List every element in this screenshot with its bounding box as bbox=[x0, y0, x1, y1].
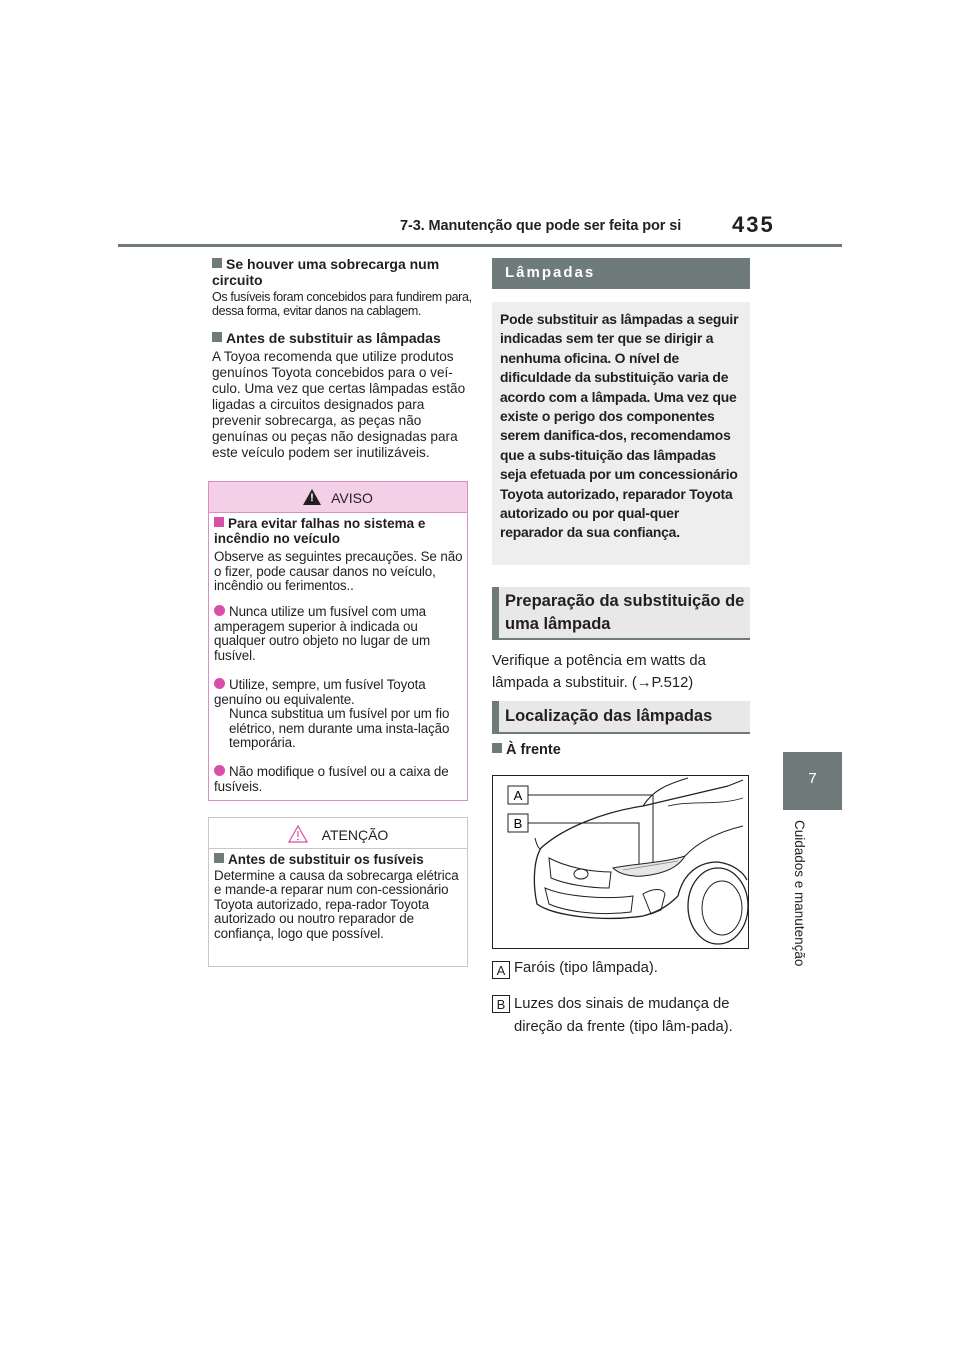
aviso-bullet-2 bbox=[214, 678, 464, 751]
square-bullet-icon bbox=[212, 258, 222, 268]
page-number: 435 bbox=[732, 212, 775, 237]
caption-a-label: A bbox=[492, 961, 510, 979]
aviso-subtitle: Para evitar falhas no sistema e incêndio no veículo bbox=[214, 516, 426, 546]
header-rule bbox=[118, 244, 842, 247]
aviso-bullet-1 bbox=[214, 605, 464, 663]
overload-text: Os fusíveis foram concebidos para fundirem para, dessa forma, evitar danos na cablagem. bbox=[212, 290, 472, 318]
car-front-figure bbox=[492, 775, 749, 949]
localizacao-title: Localização das lâmpadas bbox=[505, 707, 713, 725]
atencao-box bbox=[208, 817, 468, 967]
aviso-subtitle-row bbox=[214, 517, 464, 594]
caption-a-text: Faróis (tipo lâmpada). bbox=[514, 960, 658, 976]
dot-bullet-icon bbox=[214, 678, 225, 689]
warning-icon bbox=[303, 489, 321, 505]
lampadas-title: Lâmpadas bbox=[505, 264, 596, 281]
before-title: Antes de substituir as lâmpadas bbox=[226, 330, 441, 346]
preparacao-title: Preparação da substituição de uma lâmpada bbox=[505, 592, 745, 633]
square-bullet-icon bbox=[214, 517, 224, 527]
aviso-intro: Observe as seguintes precauções. Se não o fizer, pode causar danos no veículo, incêndio ou ferimentos.. bbox=[214, 549, 463, 593]
caption-b-label: B bbox=[492, 995, 510, 1013]
dot-bullet-icon bbox=[214, 765, 225, 776]
figure-label-b: B bbox=[513, 816, 523, 831]
square-bullet-icon bbox=[212, 332, 222, 342]
before-text: A Toyoa recomenda que utilize produtos genuínos Toyota concebidos para o veí-culo. Uma vez que certas lâmpadas estão ligadas a circuitos designados para prevenir sobrecarga, as peças não genuínas ou peças não designadas para este veículo podem ser inutilizáveis. bbox=[212, 349, 466, 460]
atencao-title-row bbox=[209, 825, 467, 843]
caption-b-text: Luzes dos sinais de mudança de direção da frente (tipo lâm-pada). bbox=[514, 996, 733, 1035]
front-title: À frente bbox=[506, 742, 561, 758]
aviso-bullet-2-text: Utilize, sempre, um fusível Toyota genuíno ou equivalente. bbox=[214, 677, 426, 707]
figure-label-a: A bbox=[513, 788, 523, 803]
atencao-text: Determine a causa da sobrecarga elétrica e mande-a reparar num con-cessionário Toyota autorizado, repa-rador Toyota autorizado ou noutro reparador de confiança, logo que possível. bbox=[214, 867, 459, 941]
aviso-bullet-1-text: Nunca utilize um fusível com uma amperagem superior à indicada ou qualquer outro objeto no lugar de um fusível. bbox=[214, 604, 431, 663]
overload-title: Se houver uma sobrecarga num circuito bbox=[212, 256, 440, 288]
atencao-subtitle: Antes de substituir os fusíveis bbox=[228, 852, 424, 867]
lampadas-text: Pode substituir as lâmpadas a seguir indicadas sem ter que se dirigir a nenhuma oficina. O nível de dificuldade da substituição varia de acordo com a lâmpada. Uma vez que existe o perigo dos componentes serem danifica-dos, recomendamos que a subs-tituição das lâmpadas seja efetuada por um concessionário Toyota autorizado, reparador Toyota autorizado ou por qual-quer reparador da sua confiança. bbox=[500, 311, 739, 541]
section-title: 7-3. Manutenção que pode ser feita por si bbox=[400, 218, 682, 234]
caution-icon bbox=[288, 825, 308, 843]
aviso-title: AVISO bbox=[331, 490, 373, 506]
aviso-subtitle-wrap bbox=[214, 517, 464, 546]
dot-bullet-icon bbox=[214, 605, 225, 616]
front-heading bbox=[492, 742, 561, 758]
atencao-title: ATENÇÃO bbox=[321, 827, 389, 843]
aviso-box bbox=[208, 481, 468, 801]
chapter-number: 7 bbox=[808, 770, 817, 787]
atencao-content bbox=[214, 853, 464, 941]
square-bullet-icon bbox=[492, 743, 502, 753]
aviso-bullet-3 bbox=[214, 765, 464, 794]
overload-heading bbox=[212, 256, 472, 288]
aviso-title-row bbox=[209, 489, 467, 506]
aviso-bullet-3-text: Não modifique o fusível ou a caixa de fusíveis. bbox=[214, 764, 449, 794]
before-heading bbox=[212, 330, 472, 346]
preparacao-text: Verifique a potência em watts da lâmpada a substituir. (→P.512) bbox=[492, 653, 706, 691]
square-bullet-icon bbox=[214, 853, 224, 863]
atencao-subtitle-wrap bbox=[214, 853, 464, 868]
chapter-label: Cuidados e manutenção bbox=[792, 820, 807, 967]
aviso-bullet-2-extra: Nunca substitua um fusível por um fio elétrico, nem durante uma insta-lação temporária. bbox=[229, 706, 450, 750]
car-illustration bbox=[493, 776, 748, 948]
